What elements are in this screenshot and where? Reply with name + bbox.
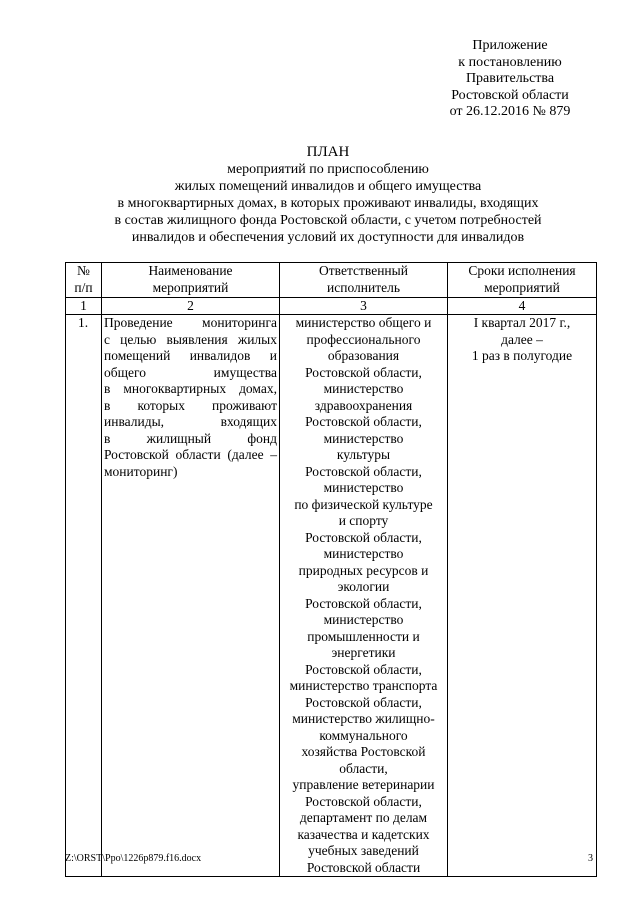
column-number-row — [66, 298, 597, 315]
executor-line: природных ресурсов и — [298, 562, 429, 578]
executor-line: экологии — [337, 579, 390, 594]
header-line: Ответственный — [319, 263, 408, 278]
name-line: в многоквартирных домах, — [104, 381, 277, 396]
header-line: мероприятий — [152, 279, 229, 295]
executor-line: казачества и кадетских — [297, 826, 430, 842]
row-name-cell — [102, 315, 280, 877]
executor-line: по физической культуре — [294, 496, 433, 512]
row-number: 1. — [66, 315, 102, 877]
name-line: Проведение мониторинга — [104, 315, 277, 330]
header-line: исполнитель — [327, 279, 400, 295]
name-line: Ростовской области (далее – — [104, 447, 277, 462]
name-line: общего имущества — [104, 364, 277, 380]
plan-table — [65, 262, 597, 877]
title-line: мероприятий по приспособлению — [227, 162, 429, 177]
page-number: 3 — [588, 853, 593, 864]
executor-line: профессионального — [306, 331, 421, 347]
annex-line: Правительства — [465, 71, 555, 86]
executor-line: министерство — [323, 480, 404, 495]
column-number: 1 — [66, 298, 102, 315]
executor-line: Ростовской области, — [305, 364, 422, 380]
name-line: в которых проживают — [104, 397, 277, 413]
deadline-line: I квартал 2017 г., — [473, 315, 571, 330]
title-main: ПЛАН — [306, 144, 350, 160]
executor-line: Ростовской области, — [305, 463, 422, 479]
header-line: Сроки исполнения — [468, 263, 576, 278]
executor-line: министерство — [323, 546, 404, 561]
header-deadline — [448, 263, 597, 298]
deadline-line: 1 раз в полугодие — [471, 348, 573, 363]
name-line: с целью выявления жилых — [104, 331, 277, 347]
executor-line: Ростовской области, — [305, 529, 422, 545]
executor-line: министерство — [323, 381, 404, 396]
executor-line: министерство транспорта — [289, 678, 438, 693]
annex-line: от 26.12.2016 № 879 — [449, 104, 571, 119]
table-header-row — [66, 263, 597, 298]
executor-line: Ростовской области, — [305, 661, 422, 677]
executor-line: министерство — [323, 612, 404, 627]
executor-line: министерство — [323, 430, 404, 446]
title-line: инвалидов и обеспечения условий их доступности для инвалидов — [131, 230, 525, 245]
executor-line: учебных заведений — [308, 843, 419, 858]
executor-line: хозяйства Ростовской — [301, 744, 426, 759]
executor-line: Ростовской области — [306, 859, 421, 875]
table-row — [66, 315, 597, 877]
annex-block — [410, 38, 610, 121]
executor-line: Ростовской области, — [305, 414, 422, 429]
header-line: № — [77, 263, 90, 278]
column-number: 4 — [448, 298, 597, 315]
header-line: п/п — [74, 279, 93, 295]
executor-line: промышленности и — [307, 628, 420, 644]
row-executor-cell — [280, 315, 448, 877]
name-line: в жилищный фонд — [104, 430, 277, 446]
executor-line: и спорту — [338, 513, 389, 528]
executor-line: культуры — [336, 447, 391, 462]
executor-line: министерство жилищно- — [292, 711, 435, 726]
row-deadline-cell — [448, 315, 597, 877]
column-number: 2 — [102, 298, 280, 315]
header-name — [102, 263, 280, 298]
title-line: в многоквартирных домах, в которых проживают инвалиды, входящих — [117, 196, 539, 211]
executor-line: здравоохранения — [314, 397, 413, 413]
header-line: Наименование — [148, 263, 233, 278]
document-title — [80, 143, 576, 246]
name-line: помещений инвалидов и — [104, 348, 277, 363]
executor-line: управление ветеринарии — [292, 777, 435, 792]
name-line: мониторинг) — [104, 463, 178, 479]
executor-line: Ростовской области, — [305, 595, 422, 611]
name-line: инвалиды, входящих — [104, 414, 277, 429]
column-number: 3 — [280, 298, 448, 315]
executor-line: энергетики — [331, 645, 396, 660]
executor-line: образования — [327, 348, 400, 363]
deadline-line: далее – — [501, 331, 543, 347]
annex-line: Ростовской области — [451, 87, 569, 103]
executor-line: коммунального — [319, 727, 408, 743]
title-line: жилых помещений инвалидов и общего имущества — [174, 179, 482, 194]
header-line: мероприятий — [484, 279, 560, 295]
executor-line: Ростовской области, — [305, 793, 422, 809]
executor-line: министерство общего и — [295, 315, 432, 330]
title-line: в состав жилищного фонда Ростовской области, с учетом потребностей — [114, 213, 542, 228]
executor-line: области, — [339, 760, 388, 776]
executor-line: департамент по делам — [299, 810, 428, 825]
header-executor — [280, 263, 448, 298]
executor-line: Ростовской области, — [305, 694, 422, 710]
header-number — [66, 263, 102, 298]
footer-file-path: Z:\ORST\Ppo\1226p879.f16.docx — [65, 853, 202, 864]
annex-line: к постановлению — [458, 54, 562, 70]
annex-line: Приложение — [472, 38, 548, 53]
